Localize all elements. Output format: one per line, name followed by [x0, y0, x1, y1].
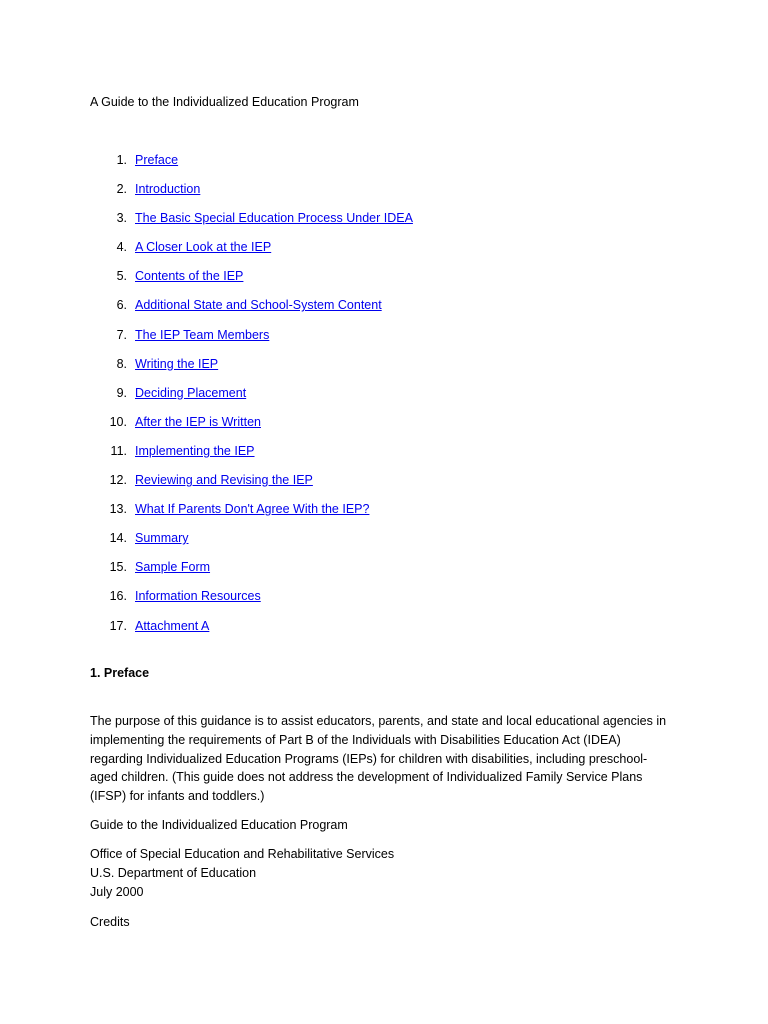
toc-item-contents: [0, 268, 600, 297]
toc-link-attachment-a[interactable]: Attachment A: [135, 618, 210, 633]
office-name: Office of Special Education and Rehabilitative Services: [90, 847, 395, 861]
toc-number: 15.: [109, 560, 127, 575]
toc-item-additional-content: [0, 297, 600, 326]
toc-number: 16.: [109, 589, 127, 604]
toc-link-parents-disagree[interactable]: What If Parents Don't Agree With the IEP?: [135, 502, 370, 517]
toc-number: 12.: [109, 473, 127, 488]
toc-link-basic-process[interactable]: The Basic Special Education Process Under IDEA: [135, 211, 413, 226]
guide-title-paragraph: Guide to the Individualized Education Program: [90, 818, 348, 832]
paragraph-line: (IFSP) for infants and toddlers.): [90, 789, 265, 804]
toc-link-placement[interactable]: Deciding Placement: [135, 385, 247, 400]
purpose-paragraph: [90, 712, 680, 806]
toc-item-reviewing: [0, 472, 600, 501]
toc-item-parents-disagree: [0, 501, 600, 530]
toc-link-information-resources[interactable]: Information Resources: [135, 589, 261, 604]
paragraph-line: The purpose of this guidance is to assist educators, parents, and state and local educational agencies in: [90, 714, 667, 728]
toc-number: 1.: [116, 153, 127, 167]
toc-link-summary[interactable]: Summary: [135, 531, 189, 546]
paragraph-line: regarding Individualized Education Programs (IEPs) for children with disabilities, including preschool-: [90, 751, 648, 766]
toc-number: 8.: [116, 356, 127, 371]
toc-link-closer-look[interactable]: A Closer Look at the IEP: [135, 240, 272, 255]
toc-number: 11.: [110, 443, 127, 458]
toc-link-preface[interactable]: Preface: [135, 153, 179, 167]
toc-item-writing: [0, 356, 600, 385]
paragraph-line: implementing the requirements of Part B of the Individuals with Disabilities Education Act (IDEA): [90, 732, 621, 747]
toc-number: 2.: [116, 182, 127, 197]
toc-link-writing[interactable]: Writing the IEP: [135, 356, 219, 371]
toc-number: 6.: [116, 298, 127, 313]
toc-item-implementing: [0, 443, 600, 472]
toc-item-closer-look: [0, 239, 600, 268]
toc-link-introduction[interactable]: Introduction: [135, 182, 201, 197]
toc-item-placement: [0, 385, 600, 414]
toc-item-attachment-a: [0, 618, 600, 647]
toc-item-summary: [0, 530, 600, 559]
toc-item-basic-process: [0, 210, 600, 239]
toc-number: 7.: [116, 327, 127, 342]
toc-number: 9.: [116, 385, 127, 400]
toc-number: 5.: [116, 269, 127, 284]
toc-link-reviewing[interactable]: Reviewing and Revising the IEP: [135, 473, 313, 488]
publication-date: July 2000: [90, 884, 144, 899]
toc-link-implementing[interactable]: Implementing the IEP: [135, 443, 255, 458]
toc-item-information-resources: [0, 588, 600, 617]
toc-item-preface: [0, 152, 600, 181]
toc-link-after-written[interactable]: After the IEP is Written: [135, 414, 261, 429]
toc-item-introduction: [0, 181, 600, 210]
toc-link-sample-form[interactable]: Sample Form: [135, 560, 211, 575]
toc-number: 13.: [109, 502, 127, 517]
toc-link-additional-content[interactable]: Additional State and School-System Content: [135, 298, 382, 313]
office-info-paragraph: [90, 845, 680, 901]
preface-heading: 1. Preface: [90, 666, 150, 680]
document-title: A Guide to the Individualized Education Program: [90, 95, 359, 109]
toc-item-after-written: [0, 414, 600, 443]
toc-number: 10.: [109, 414, 127, 429]
toc-link-contents[interactable]: Contents of the IEP: [135, 269, 244, 284]
toc-number: 14.: [109, 531, 127, 546]
table-of-contents: [0, 152, 600, 647]
toc-link-team-members[interactable]: The IEP Team Members: [135, 327, 270, 342]
department-name: U.S. Department of Education: [90, 865, 257, 880]
paragraph-line: aged children. (This guide does not address the development of Individualized Family Service Plans: [90, 770, 643, 785]
toc-item-team-members: [0, 327, 600, 356]
toc-number: 17.: [109, 618, 127, 633]
toc-number: 3.: [116, 211, 127, 226]
toc-number: 4.: [116, 240, 127, 255]
credits-heading: Credits: [90, 915, 130, 929]
toc-item-sample-form: [0, 559, 600, 588]
